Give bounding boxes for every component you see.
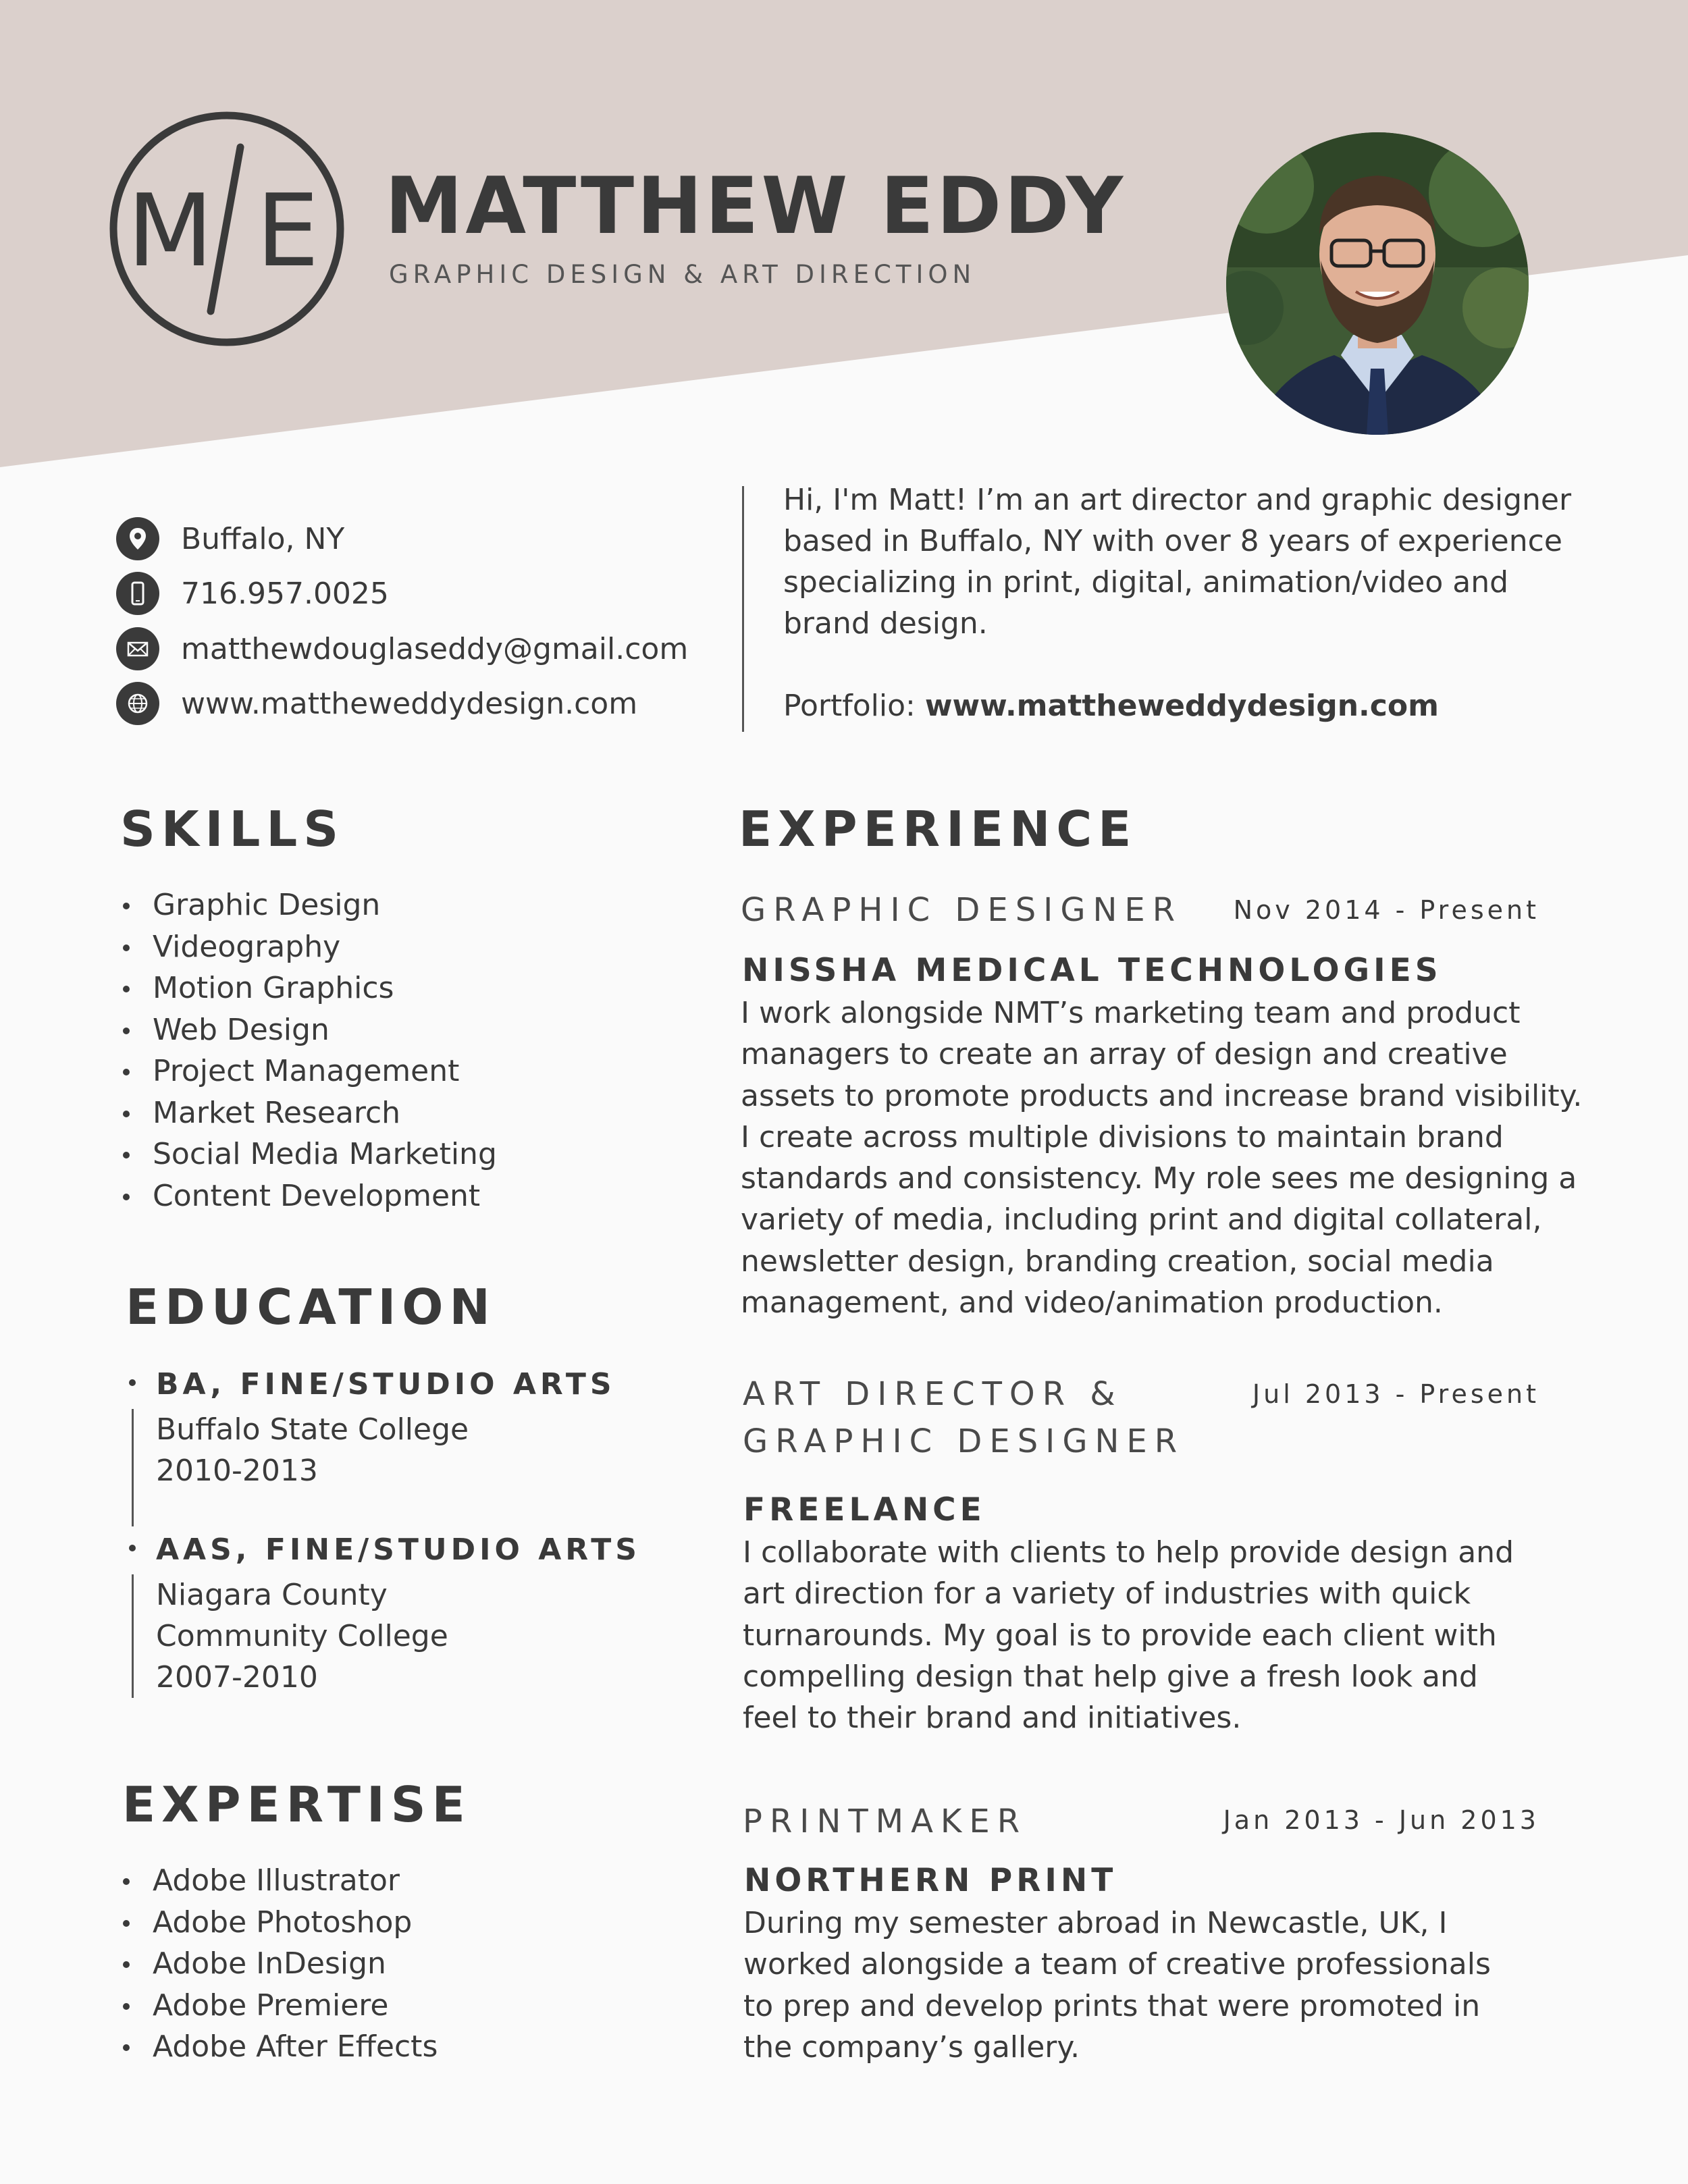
education-years: 2007-2010 [156,1660,318,1695]
education-years: 2010-2013 [156,1454,318,1488]
monogram-logo [108,110,346,348]
skill-item: Web Design [117,1009,497,1051]
contact-phone [116,572,389,615]
skill-item: Market Research [117,1092,497,1134]
svg-text:E: E [256,173,319,289]
intro-text: Hi, I'm Matt! I’m an art director and graphic designer based in Buffalo, NY with over 8 years of experience specializing in print, digital, animation/video and brand design. [783,483,1572,641]
education-details [132,1409,616,1526]
expertise-list [117,1860,438,2068]
profile-photo [1226,132,1529,435]
location-pin-icon [116,517,159,560]
skills-list [117,884,497,1217]
expertise-item: Adobe InDesign [117,1943,438,1985]
education-details [132,1574,641,1698]
portfolio-label: Portfolio: [783,689,925,723]
portfolio-line [783,685,1593,726]
education-entry [122,1367,616,1526]
job-company: FREELANCE [743,1491,986,1528]
education-school: Buffalo State College [156,1412,469,1447]
education-entry [122,1535,641,1698]
contact-email[interactable] [116,627,688,670]
expertise-item: Adobe Photoshop [117,1902,438,1944]
education-degree: AAS, FINE/STUDIO ARTS [122,1535,641,1565]
job-dates: Nov 2014 - Present [1233,895,1539,925]
skill-item: Social Media Marketing [117,1134,497,1175]
expertise-item: Adobe Premiere [117,1985,438,2027]
education-degree: BA, FINE/STUDIO ARTS [122,1370,616,1400]
job-description: During my semester abroad in Newcastle, UK, I worked alongside a team of creative professionals to prep and develop prints that were promoted in the company’s gallery. [743,1906,1491,2065]
education-school: Niagara County [156,1578,388,1612]
education-school: Community College [156,1619,448,1653]
job-company: NORTHERN PRINT [744,1862,1117,1899]
education-title: EDUCATION [126,1279,496,1335]
expertise-item: Adobe Illustrator [117,1860,438,1902]
contact-website[interactable] [116,682,637,725]
expertise-title: EXPERTISE [122,1776,471,1833]
job-title: GRAPHIC DESIGNER [741,891,1183,929]
expertise-item: Adobe After Effects [117,2026,438,2068]
skill-item: Videography [117,926,497,968]
contact-website-text[interactable]: www.mattheweddydesign.com [181,686,638,721]
job-description: I work alongside NMT’s marketing team and product managers to create an array of design and creative assets to promote products and increase brand visibility. I create across multiple divisions to maintain brand standards and consistency. My role sees me designing a variety of media, including print and digital collateral, newsletter design, branding creation, social media management, and video/animation production. [741,996,1583,1321]
header-tagline: GRAPHIC DESIGN & ART DIRECTION [389,260,976,289]
skill-item: Graphic Design [117,884,497,926]
experience-title: EXPERIENCE [739,801,1138,857]
portfolio-link[interactable]: www.mattheweddydesign.com [924,689,1439,723]
job-dates: Jan 2013 - Jun 2013 [1223,1805,1539,1835]
intro-block [783,479,1593,726]
job-dates: Jul 2013 - Present [1252,1379,1539,1409]
skill-item: Project Management [117,1050,497,1092]
mail-icon [116,627,159,670]
globe-icon [116,682,159,725]
contact-location [116,517,344,560]
svg-text:M: M [127,173,213,289]
skills-title: SKILLS [120,801,345,857]
contact-email-text[interactable]: matthewdouglaseddy@gmail.com [181,631,689,666]
contact-phone-text: 716.957.0025 [181,576,389,611]
job-title: ART DIRECTOR & GRAPHIC DESIGNER [743,1375,1185,1460]
header-name: MATTHEW EDDY [385,161,1126,252]
job-company: NISSHA MEDICAL TECHNOLOGIES [742,952,1442,989]
contact-location-text: Buffalo, NY [181,521,345,556]
intro-divider [742,486,744,732]
phone-icon [116,572,159,615]
skill-item: Content Development [117,1175,497,1217]
skill-item: Motion Graphics [117,967,497,1009]
job-description: I collaborate with clients to help provide design and art direction for a variety of industries with quick turnarounds. My goal is to provide each client with compelling design that help give a fresh look and feel to their brand and initiatives. [743,1535,1514,1736]
job-title: PRINTMAKER [743,1803,1028,1840]
